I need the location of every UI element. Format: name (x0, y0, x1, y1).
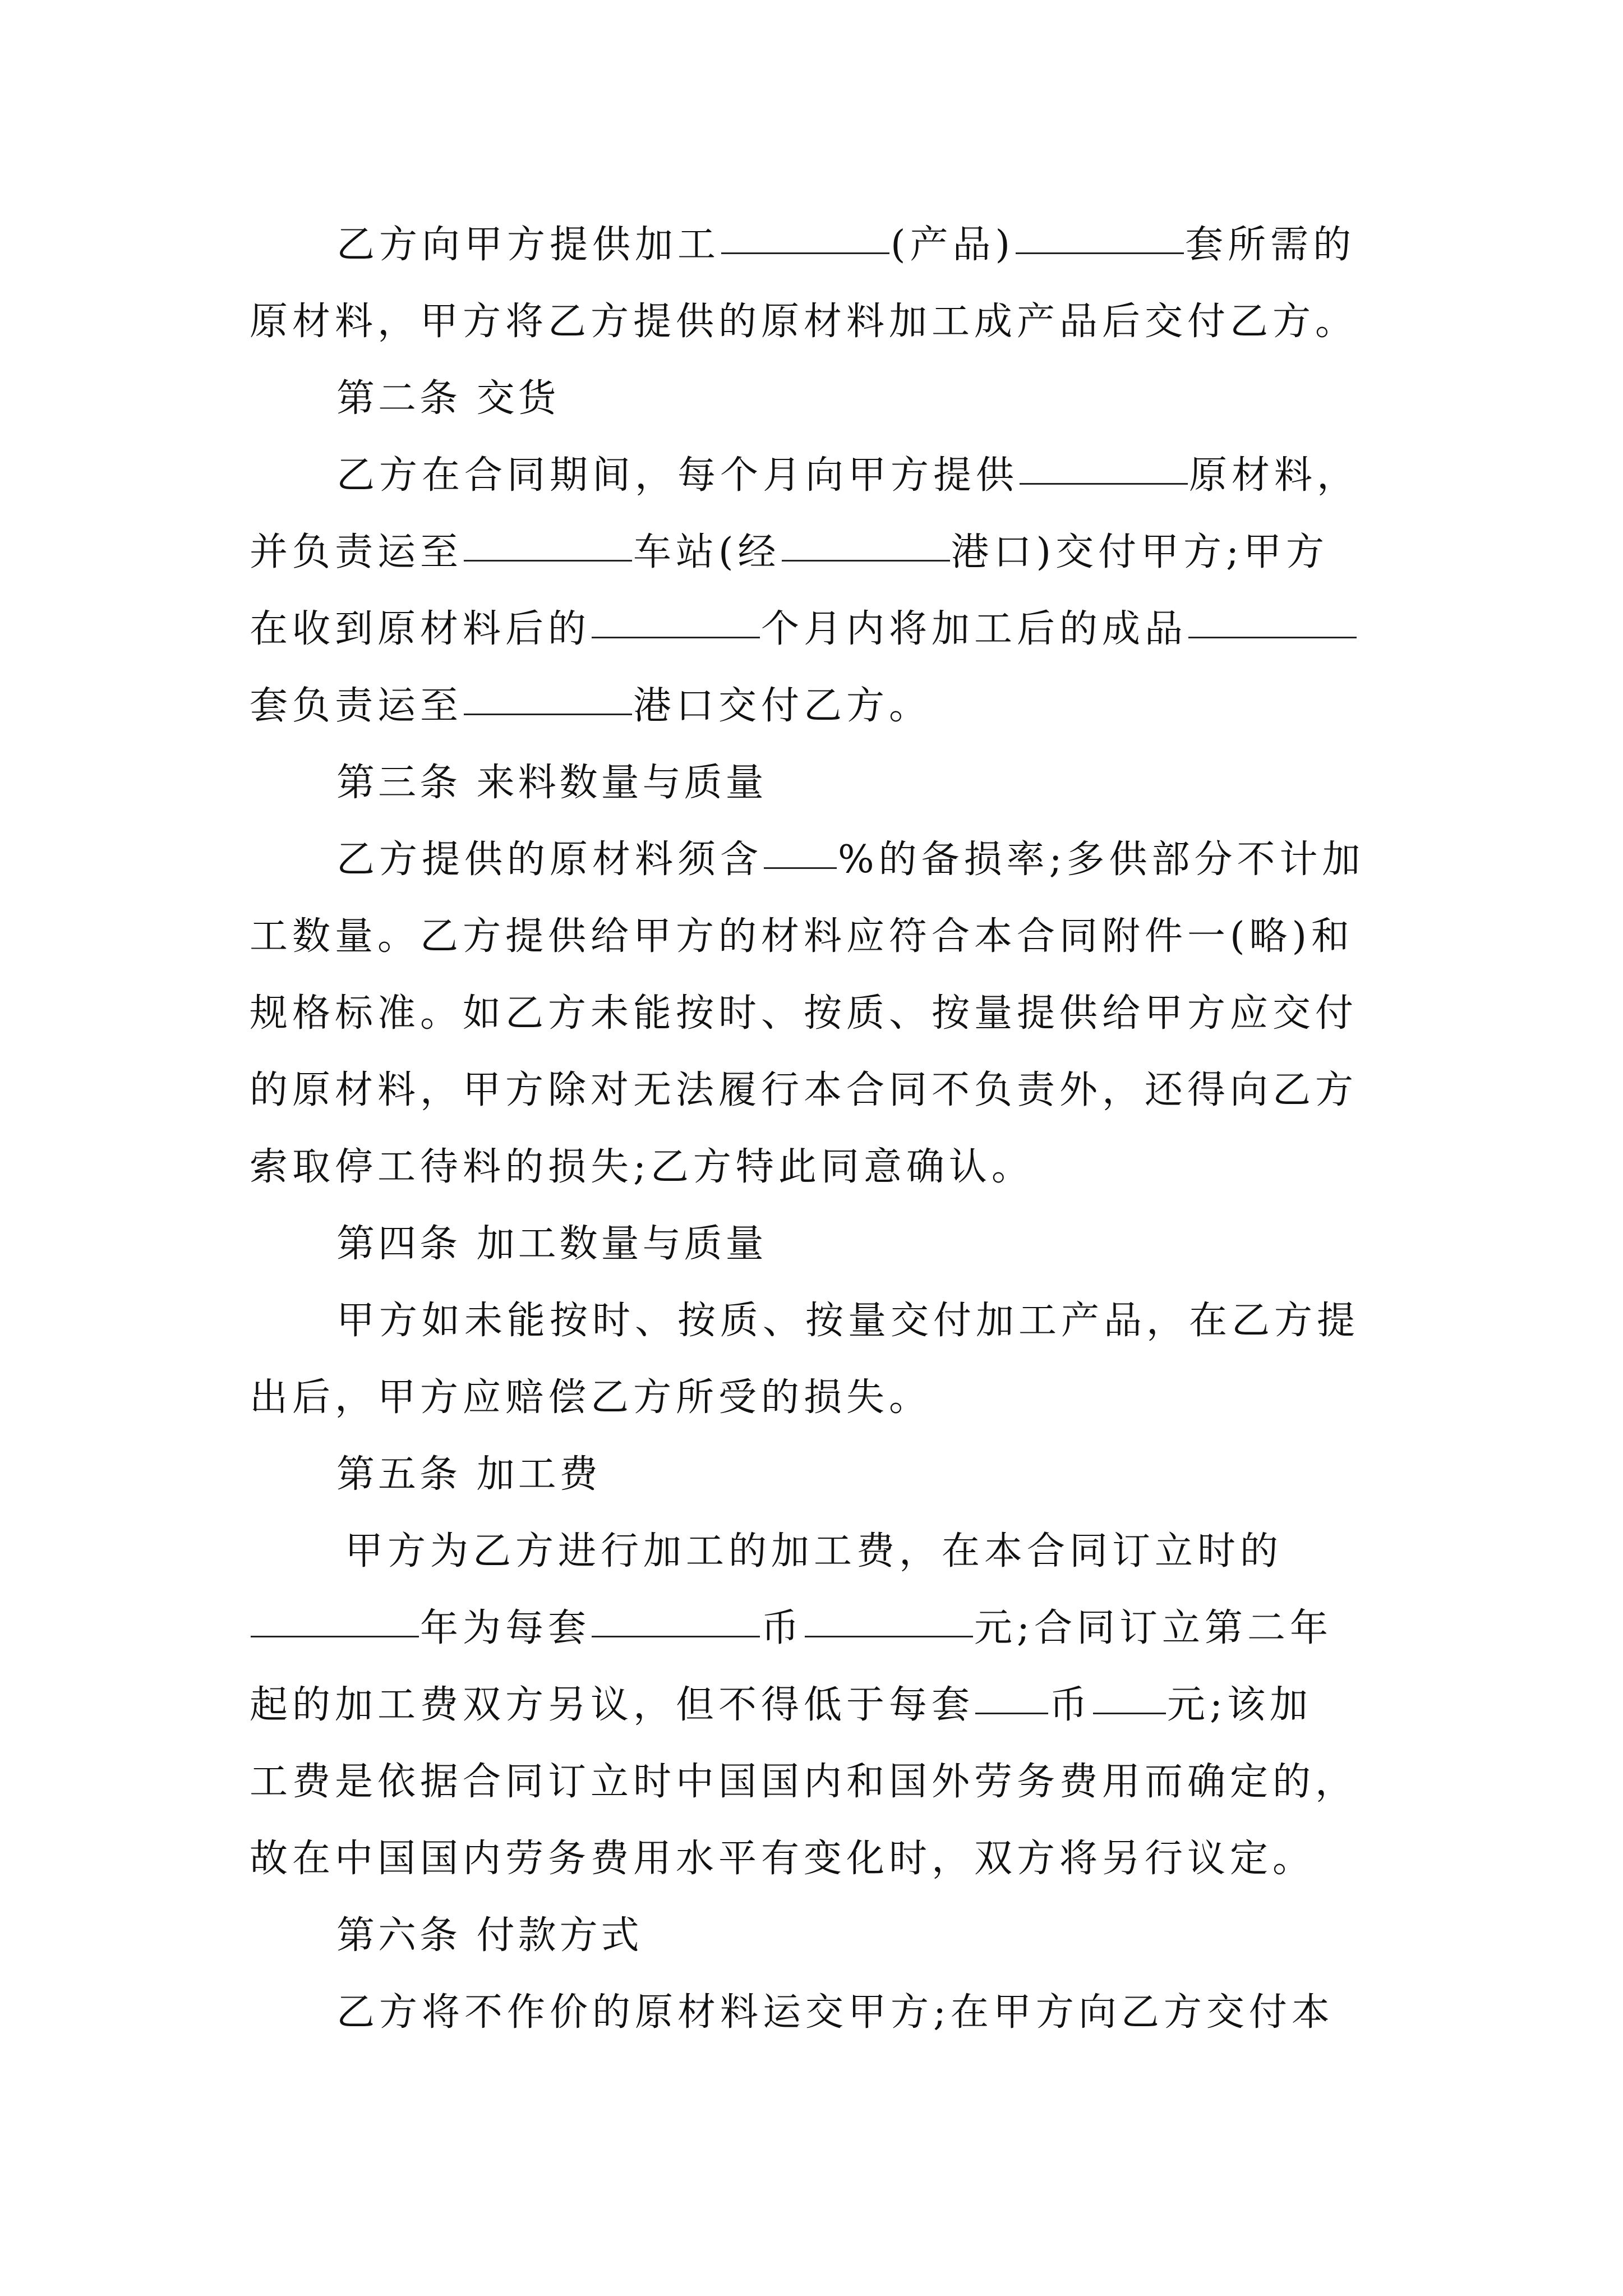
text-run: 出后，甲方应赔偿乙方所受的损失。 (250, 1375, 932, 1420)
text-run: 车站(经 (633, 530, 781, 574)
blank-field (464, 713, 632, 715)
article-2-title: 第二条 交货 (336, 376, 560, 421)
article-6-title: 第六条 付款方式 (336, 1913, 643, 1958)
paragraph-line (250, 1590, 1377, 1667)
article-heading (250, 1205, 1377, 1282)
text-run: 原材料， (1189, 453, 1360, 498)
paragraph-line (250, 668, 1377, 744)
blank-field (975, 1712, 1048, 1714)
text-run: 甲方如未能按时、按质、按量交付加工产品，在乙方提 (336, 1299, 1360, 1343)
text-run: 乙方提供的原材料须含 (336, 838, 763, 882)
article-3-title: 第三条 来料数量与质量 (336, 761, 767, 805)
article-heading (250, 744, 1377, 821)
blank-field (764, 867, 837, 869)
paragraph-line (250, 206, 1377, 283)
text-run: 币 (761, 1606, 804, 1650)
blank-field (1020, 482, 1188, 485)
blank-field (1016, 252, 1184, 254)
paragraph-line (250, 283, 1377, 360)
text-run: 元;该加 (1167, 1683, 1312, 1727)
contract-body (250, 206, 1377, 2051)
article-heading (250, 360, 1377, 437)
text-run: 币 (1049, 1683, 1092, 1727)
text-run: 港口交付乙方。 (633, 684, 932, 728)
paragraph-line (250, 437, 1377, 514)
paragraph-line (250, 1667, 1377, 1743)
text-run: 乙方在合同期间，每个月向甲方提供 (336, 453, 1019, 498)
text-run: 套负责运至 (250, 684, 463, 728)
text-run: 港口)交付甲方;甲方 (951, 530, 1329, 574)
text-run: 工费是依据合同订立时中国国内和国外劳务费用而确定的， (250, 1760, 1358, 1804)
text-run: 套所需的 (1185, 223, 1356, 267)
blank-field (782, 559, 950, 562)
paragraph-line (250, 898, 1377, 975)
paragraph-line (250, 1282, 1377, 1359)
blank-field (464, 559, 632, 562)
paragraph-line (250, 975, 1377, 1052)
blank-field (805, 1635, 973, 1637)
text-run: 规格标准。如乙方未能按时、按质、按量提供给甲方应交付 (250, 991, 1358, 1036)
paragraph-line (250, 1974, 1377, 2051)
blank-field (1188, 636, 1357, 638)
paragraph-line (250, 514, 1377, 591)
paragraph-line (250, 1359, 1377, 1436)
paragraph-line (250, 1513, 1377, 1590)
paragraph-line (250, 1052, 1377, 1129)
article-4-title: 第四条 加工数量与质量 (336, 1222, 767, 1266)
article-heading (250, 1897, 1377, 1974)
text-run: 乙方将不作价的原材料运交甲方;在甲方向乙方交付本 (336, 1990, 1334, 2035)
text-run: 年为每套 (420, 1606, 591, 1650)
text-run: 个月内将加工后的成品 (761, 607, 1188, 651)
blank-field (1093, 1712, 1166, 1714)
paragraph-line (250, 1129, 1377, 1205)
blank-field (721, 252, 889, 254)
text-run: 工数量。乙方提供给甲方的材料应符合本合同附件一(略)和 (250, 914, 1354, 959)
text-run: 原材料，甲方将乙方提供的原材料加工成产品后交付乙方。 (250, 300, 1358, 344)
text-run: 元;合同订立第二年 (974, 1606, 1332, 1650)
text-run: 甲方为乙方进行加工的加工费，在本合同订立时的 (345, 1529, 1283, 1573)
text-run: 起的加工费双方另议，但不得低于每套 (250, 1683, 975, 1727)
text-run: 并负责运至 (250, 530, 463, 574)
blank-field (592, 636, 760, 638)
blank-field (251, 1635, 419, 1637)
text-run: 乙方向甲方提供加工 (336, 223, 721, 267)
text-run: 在收到原材料后的 (250, 607, 591, 651)
text-run: %的备损率;多供部分不计加 (838, 838, 1365, 882)
text-run: 故在中国国内劳务费用水平有变化时，双方将另行议定。 (250, 1837, 1316, 1881)
article-5-title: 第五条 加工费 (336, 1452, 601, 1497)
text-run: (产品) (891, 223, 1015, 267)
text-run: 的原材料，甲方除对无法履行本合同不负责外，还得向乙方 (250, 1068, 1358, 1112)
paragraph-line (250, 1820, 1377, 1897)
blank-field (592, 1635, 760, 1637)
paragraph-line (250, 821, 1377, 898)
paragraph-line (250, 591, 1377, 668)
text-run: 索取停工待料的损失;乙方特此同意确认。 (250, 1145, 1034, 1189)
article-heading (250, 1436, 1377, 1513)
paragraph-line (250, 1743, 1377, 1820)
